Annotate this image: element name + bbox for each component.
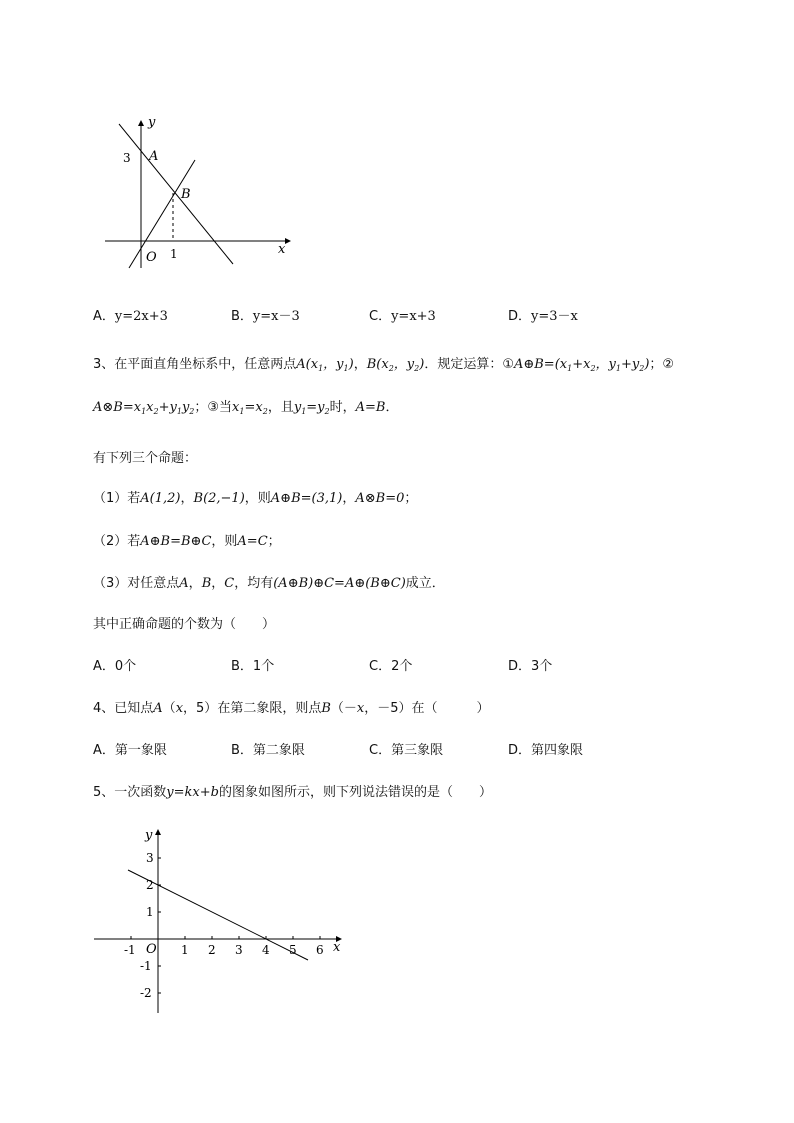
q4-option-a[interactable]: A．第一象限	[93, 743, 167, 758]
point-a-label: A	[149, 149, 159, 164]
figure-2-graph	[90, 823, 350, 1023]
q4-stem: 4、已知点A（x，5）在第二象限，则点B（－x，－5）在（ ）	[93, 701, 490, 716]
x-tick-label: 1	[181, 943, 189, 957]
q3-intro: 有下列三个命题：	[93, 451, 198, 466]
q3-question: 其中正确命题的个数为（ ）	[93, 617, 276, 632]
q3-stem-line-1: 3、在平面直角坐标系中，任意两点$A(x_1$，$y_1$)，$B(x_2$，$y_2$)．规定运算：$①A\oplus B=(x_1+x_2$，$y_1+y_2$)；②	[93, 357, 675, 373]
op-times-def: $A\otimes B=x_1x_2+y_1y_2$	[93, 400, 195, 416]
q4-option-d[interactable]: D．第四象限	[508, 743, 584, 758]
tick-x-1: 1	[170, 247, 178, 261]
x-tick-label: -1	[124, 943, 136, 957]
point-b-def: $B(x_2$，$y_2$)	[366, 357, 425, 373]
y-axis-arrow	[155, 829, 161, 835]
y-axis-arrow	[138, 120, 144, 126]
line-decreasing	[119, 124, 233, 264]
q3-proposition-3: （3）对任意点A，B，C，均有(A⊕B)⊕C=A⊕(B⊕C)成立．	[93, 576, 445, 591]
y-tick-label: -1	[140, 959, 152, 973]
origin-label: O	[146, 942, 157, 957]
q5-stem: 5、一次函数y=kx+b的图象如图所示，则下列说法错误的是（ ）	[93, 785, 492, 800]
q3-proposition-2: （2）若A⊕B=B⊕C，则A=C；	[93, 534, 281, 549]
y-axis-label: y	[145, 828, 153, 843]
q3-proposition-1: （1）若A(1,2)，B(2,−1)，则A⊕B=(3,1)，A⊗B=0；	[93, 491, 418, 506]
y-axis-label: y	[148, 115, 156, 130]
x-tick-label: 2	[208, 943, 216, 957]
y-tick-label: 2	[146, 878, 154, 892]
x-tick-label: 6	[316, 943, 324, 957]
q3-option-c[interactable]: C．2个	[369, 659, 413, 674]
point-a-def: $A(x_1$，$y_1$)	[296, 357, 354, 373]
x-tick-label: 5	[289, 943, 297, 957]
q3-stem-line-2: $A\otimes B=x_1x_2+y_1y_2$；③当$x_1=x_2$，且$y_1=y_2$时，A=B．	[93, 400, 399, 416]
tick-y-3: 3	[123, 151, 131, 165]
q2-option-a[interactable]: A．y=2x+3	[93, 309, 168, 324]
y-tick-label: 3	[146, 851, 154, 865]
point-b-label: B	[181, 187, 191, 202]
op-plus-def: $A\oplus B=(x_1+x_2$，$y_1+y_2$)	[513, 357, 650, 373]
y-tick-label: 1	[146, 905, 154, 919]
q4-option-b[interactable]: B．第二象限	[231, 743, 305, 758]
y-tick-label: -2	[140, 986, 152, 1000]
x-axis-label: x	[278, 242, 286, 257]
q3-option-d[interactable]: D．3个	[508, 659, 553, 674]
q4-option-c[interactable]: C．第三象限	[369, 743, 444, 758]
q2-option-c[interactable]: C．y=x+3	[369, 309, 436, 324]
q2-option-b[interactable]: B．y=x－3	[231, 309, 300, 324]
q2-option-d[interactable]: D．y=3－x	[508, 309, 578, 324]
x-axis-arrow	[285, 238, 291, 244]
q3-option-a[interactable]: A．0个	[93, 659, 137, 674]
q3-option-b[interactable]: B．1个	[231, 659, 275, 674]
figure-1-graph	[95, 110, 295, 270]
origin-label: O	[146, 250, 157, 265]
x-axis-label: x	[333, 940, 341, 955]
x-tick-label: 4	[262, 943, 270, 957]
x-tick-label: 3	[235, 943, 243, 957]
